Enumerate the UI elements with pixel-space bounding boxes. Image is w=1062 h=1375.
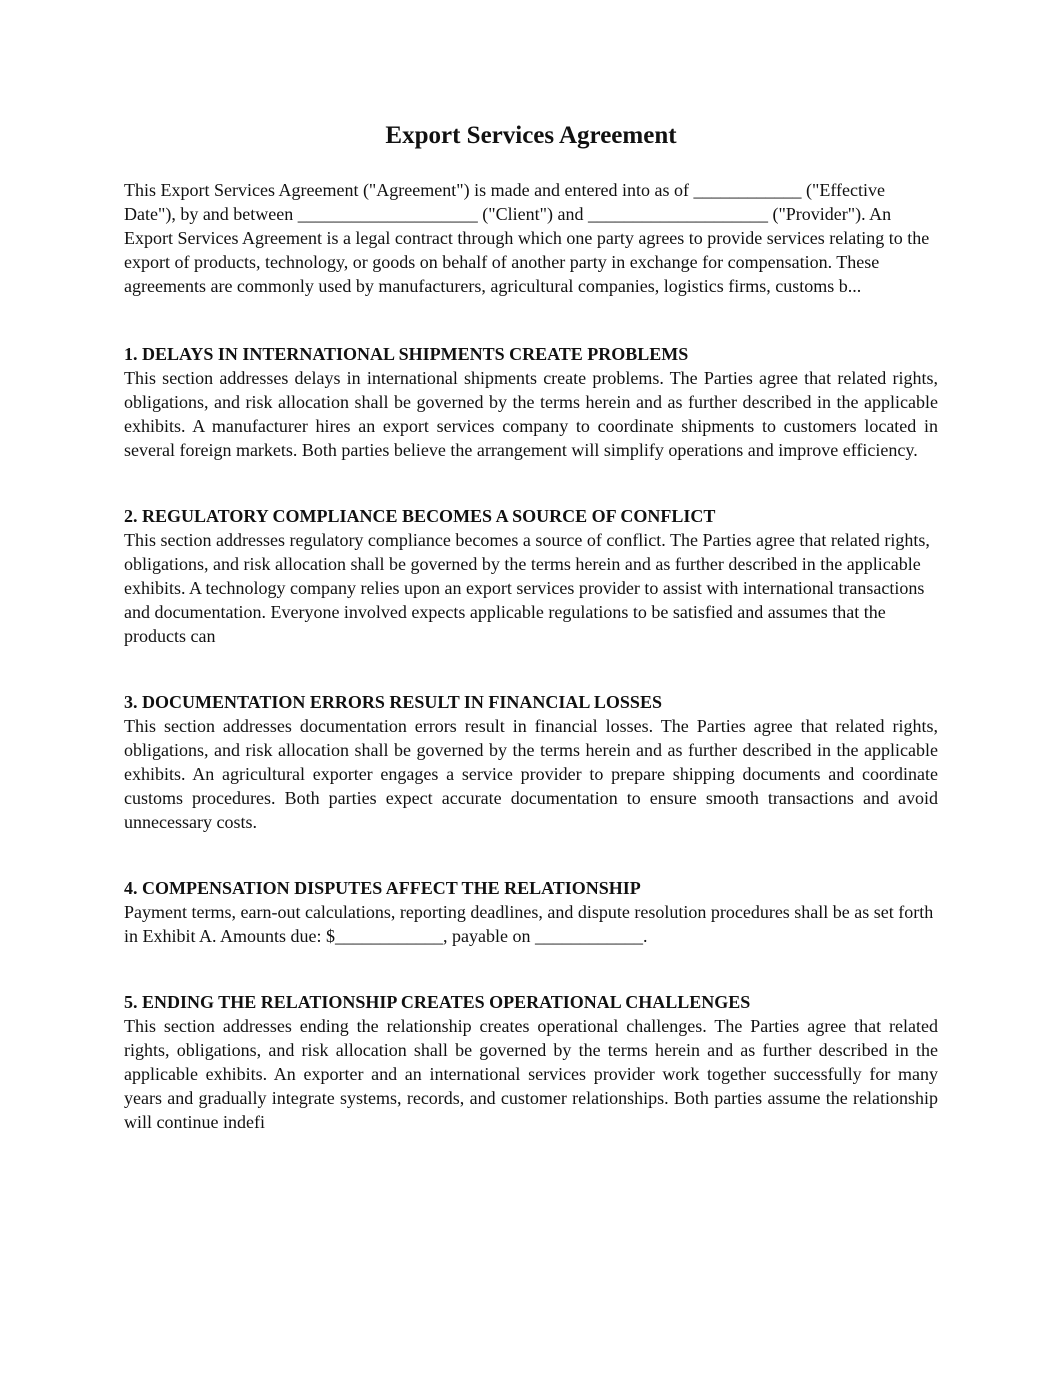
section-body: This section addresses regulatory compliance becomes a source of conflict. The Parties agree that related rights, obligations, and risk allocation shall be governed by the terms herein and as further described in the applicable exhibits. A technology company relies upon an export services provider to assist with international transactions and documentation. Everyone involved expects applicable regulations to be satisfied and assumes that the products can bbox=[124, 530, 930, 646]
section-body: This section addresses documentation errors result in financial losses. The Parties agree that related rights, obligations, and risk allocation shall be governed by the terms herein and as further described in the applicable exhibits. An agricultural exporter engages a service provider to prepare shipping documents and coordinate customs procedures. Both parties expect accurate documentation to ensure smooth transactions and avoid unnecessary costs. bbox=[124, 716, 938, 832]
section-heading: 4. COMPENSATION DISPUTES AFFECT THE RELATIONSHIP bbox=[124, 878, 641, 898]
document-title: Export Services Agreement bbox=[385, 122, 677, 149]
document-page bbox=[124, 120, 938, 1134]
section-body: Payment terms, earn-out calculations, reporting deadlines, and dispute resolution procedures shall be as set forth in Exhibit A. Amounts due: $____________, payable on ____________. bbox=[124, 902, 934, 946]
section-2 bbox=[124, 504, 938, 648]
section-heading: 2. REGULATORY COMPLIANCE BECOMES A SOURCE OF CONFLICT bbox=[124, 506, 716, 526]
section-body: This section addresses delays in international shipments create problems. The Parties agree that related rights, obligations, and risk allocation shall be governed by the terms herein and as further described in the applicable exhibits. A manufacturer hires an export services company to coordinate shipments to customers located in several foreign markets. Both parties believe the arrangement will simplify operations and improve efficiency. bbox=[124, 368, 938, 460]
section-1 bbox=[124, 342, 938, 462]
section-4 bbox=[124, 876, 938, 948]
section-heading: 1. DELAYS IN INTERNATIONAL SHIPMENTS CREATE PROBLEMS bbox=[124, 344, 689, 364]
section-5 bbox=[124, 990, 938, 1134]
section-3 bbox=[124, 690, 938, 834]
section-heading: 5. ENDING THE RELATIONSHIP CREATES OPERATIONAL CHALLENGES bbox=[124, 992, 751, 1012]
section-heading: 3. DOCUMENTATION ERRORS RESULT IN FINANCIAL LOSSES bbox=[124, 692, 662, 712]
section-body: This section addresses ending the relationship creates operational challenges. The Parties agree that related rights, obligations, and risk allocation shall be governed by the terms herein and as further described in the applicable exhibits. An exporter and an international services provider work together successfully for many years and gradually integrate systems, records, and customer relationships. Both parties assume the relationship will continue indefi bbox=[124, 1016, 938, 1132]
intro-paragraph: This Export Services Agreement ("Agreement") is made and entered into as of ____________ ("Effective Date"), by and between ____________________ ("Client") and ____________________ ("Provider"). An Export Services Agreement is a legal contract through which one party agrees to provide services relating to the export of products, technology, or goods on behalf of another party in exchange for compensation. These agreements are commonly used by manufacturers, agricultural companies, logistics firms, customs b... bbox=[124, 180, 930, 296]
